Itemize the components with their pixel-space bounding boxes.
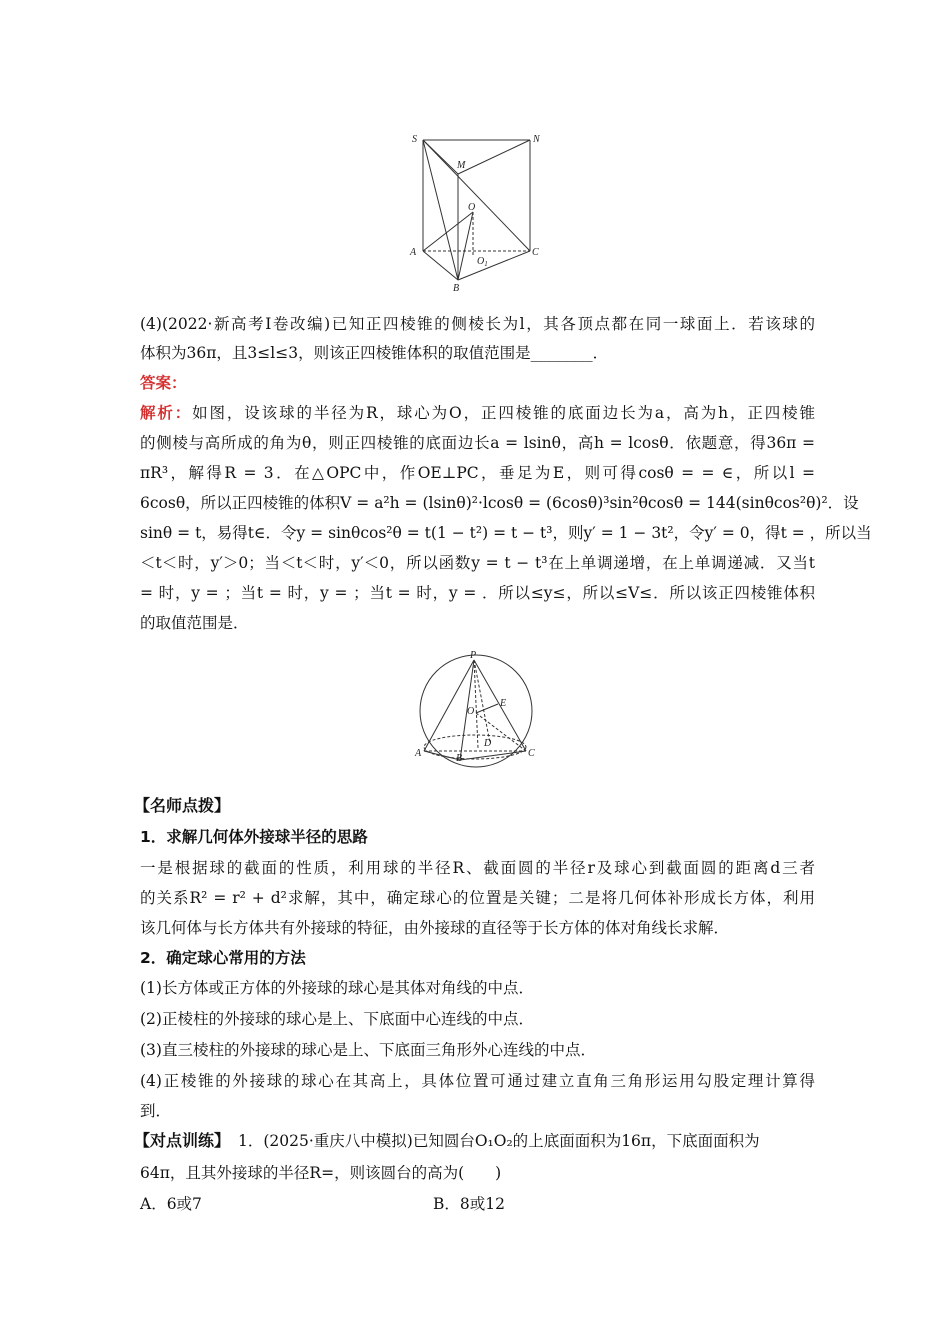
tips-p3: 该几何体与长方体共有外接球的特征，由外接球的直径等于长方体的体对角线长求解． [140,919,730,937]
label-C: C [532,247,539,258]
analysis-line-3: πR³，解得R = 3．在△OPC中，作OE⊥PC，垂足为E，则可得cosθ = = ∈，所以l = [140,464,815,482]
edge-AB [423,251,458,280]
edge-SB [423,140,458,280]
analysis-line-5: sinθ = t，易得t∈．令y = sinθcos²θ = t(1 − t²) = t − t³，则y′ = 1 − 3t²，令y′ = 0，得t = ，所以当 [140,524,872,542]
analysis-line-7: = 时，y = ；当t = 时，y = ；当t = 时，y = ．所以≤y≤，所以≤V≤．所以该正四棱锥体积 [140,584,815,602]
label-E: E [500,698,507,709]
analysis-line-6: ＜t＜时，y′＞0；当＜t＜时，y′＜0，所以函数y = t − t³在上单调递增，在上单调递减．又当t [140,554,815,572]
tips-heading-1: 1．求解几何体外接球半径的思路 [140,828,368,846]
tips-heading-2: 2．确定球心常用的方法 [140,949,306,967]
edge-SC [423,140,530,251]
label-M: M [457,160,466,171]
tips-method-2: (2)正棱柱的外接球的球心是上、下底面中心连线的中点． [140,1010,534,1028]
analysis-line-8: 的取值范围是． [140,614,249,632]
label-P: P [470,650,477,661]
training-header: 【对点训练】 [134,1131,231,1150]
label-N: N [533,134,540,145]
label-A: A [410,247,417,258]
tips-p2: 的关系R² = r² + d²求解，其中，确定球心的位置是关键；二是将几何体补形成长方体，利用 [140,889,815,907]
problem-line-1: (4)(2022·新高考Ⅰ卷改编)已知正四棱锥的侧棱长为l，其各顶点都在同一球面上．若该球的 [140,315,815,333]
label-C: C [528,748,535,759]
prism-figure [405,128,550,293]
sphere-pyramid-figure [410,648,545,770]
answer-label: 答案： [140,373,187,392]
tips-method-4b: 到． [140,1102,172,1120]
label-O: O [467,706,475,717]
label-A: A [415,748,422,759]
training-line-2: 64π，且其外接球的半径R=，则该圆台的高为( ) [140,1164,502,1182]
label-S: S [412,134,417,145]
option-b[interactable]: B．8或12 [433,1195,505,1213]
edge-BC [458,251,530,280]
edge-OE [476,704,498,713]
label-O: O [468,202,476,213]
analysis-line-1: 解析：如图，设该球的半径为R，球心为O，正四棱锥的底面边长为a，高为h，正四棱锥 [140,403,815,422]
training-line-1: 【对点训练】 1．(2025·重庆八中模拟)已知圆台O₁O₂的上底面面积为16π，下底面面积为 [134,1131,760,1150]
label-B: B [453,283,460,293]
edge-MN [458,140,530,174]
tips-header: 【名师点拨】 [134,796,231,815]
analysis-line-2: 的侧棱与高所成的角为θ，则正四棱锥的底面边长a = lsinθ，高h = lcosθ．依题意，得36π = [140,434,815,452]
edge-PX-hidden [474,660,490,743]
tips-p1: 一是根据球的截面的性质，利用球的半径R、截面圆的半径r及球心到截面圆的距离d三者 [140,859,815,877]
option-a[interactable]: A．6或7 [140,1195,202,1213]
tips-method-3: (3)直三棱柱的外接球的球心是上、下底面三角形外心连线的中点． [140,1041,596,1059]
tips-method-1: (1)长方体或正方体的外接球的球心是其体对角线的中点． [140,979,534,997]
label-B: B [456,753,463,764]
label-O1: $O_1$ [477,256,488,268]
analysis-label: 解析： [140,403,193,422]
tips-method-4a: (4)正棱锥的外接球的球心在其高上，具体位置可通过建立直角三角形运用勾股定理计算得 [140,1072,815,1090]
problem-line-2: 体积为36π，且3≤l≤3，则该正四棱锥体积的取值范围是________． [140,344,609,362]
label-D: D [484,738,492,749]
analysis-line-4: 6cosθ，所以正四棱锥的体积V = a²h = (lsinθ)²·lcosθ = (6cosθ)³sin²θcosθ = 144(sinθcos²θ)²．设 [140,494,859,512]
